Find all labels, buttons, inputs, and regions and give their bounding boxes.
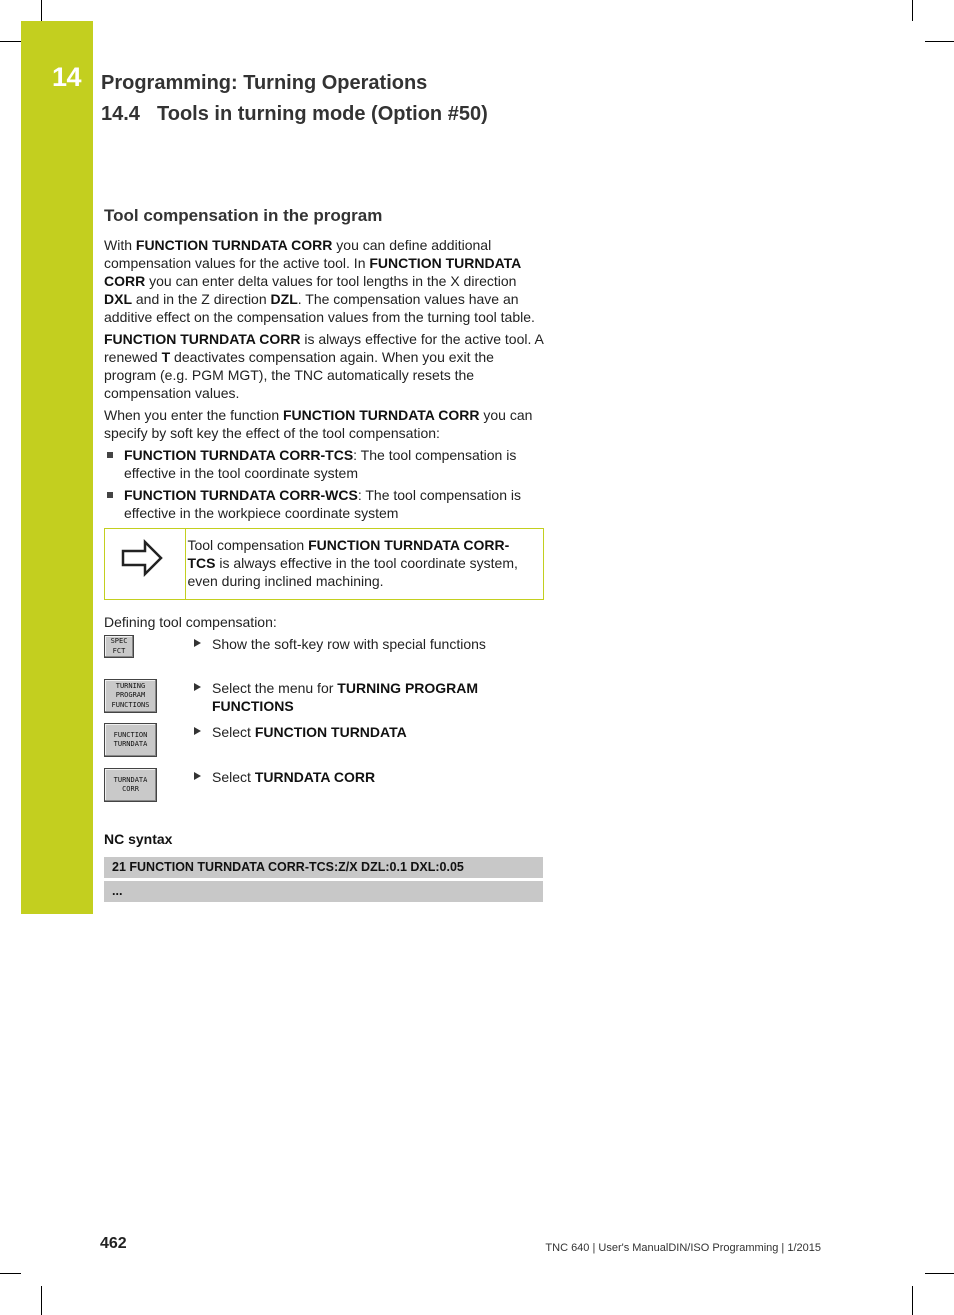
footer-text: TNC 640 | User's ManualDIN/ISO Programming | 1/2015 (545, 1242, 821, 1254)
section-number: 14.4 (101, 103, 140, 125)
chapter-number: 14 (52, 62, 82, 92)
step-spec-fct (104, 635, 544, 679)
bullet-square-icon (107, 452, 113, 458)
crop-mark (925, 41, 954, 42)
step-text: Select TURNDATA CORR (192, 768, 522, 786)
bold-term: FUNCTION TURNDATA (254, 724, 407, 740)
step-turning-program-functions (104, 679, 544, 723)
crop-mark (41, 1286, 42, 1315)
section-title (101, 103, 488, 126)
note-text: Tool compensation FUNCTION TURNDATA CORR-TCS is always effective in the tool coordinate system, even during inclined machining. (187, 537, 518, 589)
crop-mark (912, 0, 913, 21)
bold-term: FUNCTION TURNDATA CORR (283, 407, 480, 423)
main-content (104, 205, 544, 812)
nc-syntax-heading: NC syntax (104, 831, 173, 847)
crop-mark (0, 1273, 21, 1274)
triangle-right-icon (194, 683, 201, 691)
bullet-list (104, 446, 544, 522)
arrow-right-icon (121, 538, 163, 578)
chapter-title: Programming: Turning Operations (101, 72, 428, 94)
softkey-spec-fct[interactable]: SPEC FCT (104, 635, 134, 658)
bold-term: TURNING PROGRAM FUNCTIONS (212, 680, 479, 714)
page-number: 462 (100, 1235, 127, 1252)
chapter-side-bar (21, 21, 93, 914)
step-text: Select FUNCTION TURNDATA (192, 723, 522, 741)
section-title-text: Tools in turning mode (Option #50) (157, 103, 488, 125)
softkey-steps (104, 635, 544, 812)
bold-term: FUNCTION TURNDATA CORR-WCS (124, 487, 358, 503)
note-icon-cell (105, 529, 186, 599)
list-item: FUNCTION TURNDATA CORR-WCS: The tool compensation is effective in the workpiece coordinate system (104, 486, 544, 522)
nc-code-line: ... (104, 881, 543, 902)
softkey-turndata-corr[interactable]: TURNDATA CORR (104, 768, 157, 802)
bold-term: FUNCTION TURNDATA CORR-TCS (124, 447, 354, 463)
crop-mark (912, 1286, 913, 1315)
bullet-square-icon (107, 492, 113, 498)
step-function-turndata (104, 723, 544, 768)
paragraph: With FUNCTION TURNDATA CORR you can define additional compensation values for the active tool. In FUNCTION TURNDATA CORR you can enter delta values for tool lengths in the X direction DXL and in the Z direction DZL. The compensation values have an additive effect on the compensation values from the turning tool table. (104, 237, 535, 325)
note-box (104, 528, 544, 600)
bold-term: T (161, 349, 171, 365)
paragraph: When you enter the function FUNCTION TURNDATA CORR you can specify by soft key the effect of the tool compensation: (104, 407, 533, 441)
bold-term: FUNCTION TURNDATA CORR-TCS (187, 537, 510, 571)
nc-code-line: 21 FUNCTION TURNDATA CORR-TCS:Z/X DZL:0.1 DXL:0.05 (104, 857, 543, 878)
paragraph: FUNCTION TURNDATA CORR is always effective for the active tool. A renewed T deactivates compensation again. When you exit the program (e.g. PGM MGT), the TNC automatically resets the compensation values. (104, 331, 544, 401)
crop-mark (0, 41, 21, 42)
step-text: Select the menu for TURNING PROGRAM FUNCTIONS (192, 679, 522, 715)
step-text: Show the soft-key row with special functions (192, 635, 522, 653)
softkey-function-turndata[interactable]: FUNCTION TURNDATA (104, 723, 157, 757)
triangle-right-icon (194, 727, 201, 735)
list-item: FUNCTION TURNDATA CORR-TCS: The tool compensation is effective in the tool coordinate system (104, 446, 544, 482)
defining-label: Defining tool compensation: (104, 614, 277, 630)
bold-term: TURNDATA CORR (254, 769, 376, 785)
bold-term: FUNCTION TURNDATA CORR (135, 237, 333, 253)
step-turndata-corr (104, 768, 544, 812)
bold-term: DXL (104, 291, 132, 307)
bold-term: FUNCTION TURNDATA CORR (104, 255, 521, 289)
softkey-turning-program-functions[interactable]: TURNING PROGRAM FUNCTIONS (104, 679, 157, 713)
crop-mark (925, 1273, 954, 1274)
crop-mark (41, 0, 42, 21)
subsection-heading: Tool compensation in the program (104, 206, 383, 225)
bold-term: DZL (270, 291, 298, 307)
triangle-right-icon (194, 772, 201, 780)
triangle-right-icon (194, 639, 201, 647)
bold-term: FUNCTION TURNDATA CORR (104, 331, 301, 347)
